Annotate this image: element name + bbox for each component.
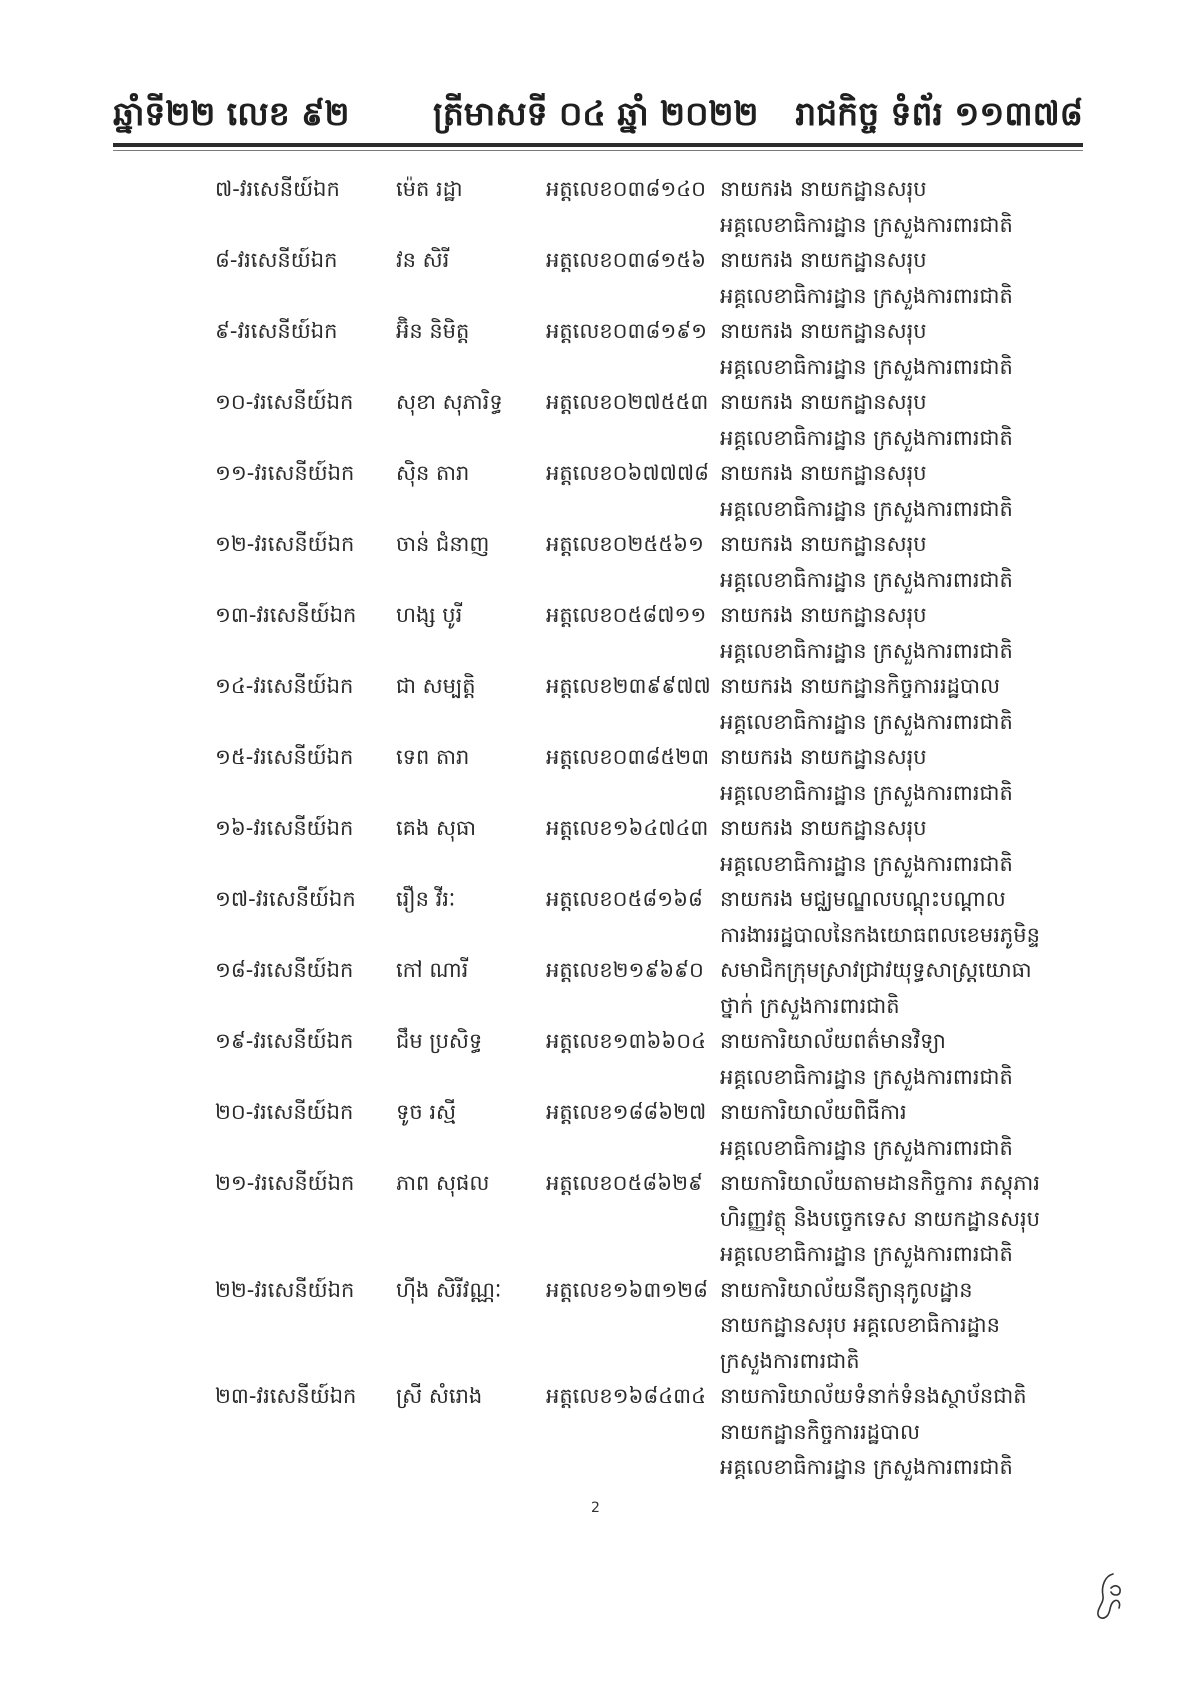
entry-position bbox=[720, 882, 1191, 953]
entry-position-line: នាយករង នាយកដ្ឋានសរុប bbox=[720, 248, 927, 272]
list-item bbox=[0, 314, 1191, 385]
entry-rank: ៩-វរសេនីយ៍ឯក bbox=[215, 319, 338, 343]
entry-position bbox=[720, 811, 1191, 882]
entry-position-line: នាយករង នាយកដ្ឋានសរុប bbox=[720, 177, 927, 201]
entry-position-line: ការងាររដ្ឋបាលនៃកងយោធពលខេមរភូមិន្ទ bbox=[720, 922, 1040, 947]
entry-id-number: អត្តលេខ០២៥៥៦១ bbox=[546, 532, 704, 556]
list-item bbox=[0, 527, 1191, 598]
entry-position-line: ក្រសួងការពារជាតិ bbox=[720, 1348, 860, 1373]
entry-position-line: នាយកដ្ឋានកិច្ចការរដ្ឋបាល bbox=[720, 1419, 920, 1444]
appointment-list bbox=[0, 172, 1191, 1486]
entry-rank: ១៧-វរសេនីយ៍ឯក bbox=[215, 887, 356, 911]
list-item bbox=[0, 456, 1191, 527]
entry-position-line: នាយការិយាល័យពិធីការ bbox=[720, 1100, 907, 1124]
entry-name: ហ៊ីង សិរីវណ្ណៈ bbox=[396, 1277, 502, 1302]
entry-position-line: នាយករង នាយកដ្ឋានសរុប bbox=[720, 319, 927, 343]
entry-id-number: អត្តលេខ១៦៣១២៨ bbox=[546, 1277, 709, 1302]
entry-rank: ១៩-វរសេនីយ៍ឯក bbox=[215, 1029, 354, 1053]
entry-position-line: នាយករង នាយកដ្ឋានសរុប bbox=[720, 816, 927, 840]
list-item bbox=[0, 953, 1191, 1024]
entry-rank: ២៣-វរសេនីយ៍ឯក bbox=[215, 1384, 357, 1408]
entry-position-line: នាយការិយាល័យនីត្យានុកូលដ្ឋាន bbox=[720, 1277, 973, 1302]
entry-position bbox=[720, 1379, 1191, 1486]
entry-id-number: អត្តលេខ០៣៨១៩១ bbox=[546, 319, 707, 343]
list-item bbox=[0, 740, 1191, 811]
entry-position-line: នាយករង នាយកដ្ឋានកិច្ចការរដ្ឋបាល bbox=[720, 674, 1000, 698]
entry-name: ជឹម ប្រសិទ្ធ bbox=[396, 1029, 483, 1053]
entry-rank: ៨-វរសេនីយ៍ឯក bbox=[215, 248, 338, 272]
entry-position-line: ថ្នាក់ ក្រសួងការពារជាតិ bbox=[720, 993, 900, 1018]
entry-id-number: អត្តលេខ០៣៨៥២៣ bbox=[546, 745, 710, 769]
entry-position-line: អគ្គលេខាធិការដ្ឋាន ក្រសួងការពារជាតិ bbox=[720, 1455, 1013, 1479]
entry-rank: ២០-វរសេនីយ៍ឯក bbox=[215, 1100, 354, 1124]
entry-name: ចាន់ ជំនាញ bbox=[396, 532, 490, 556]
entry-name: ទូច រស្មី bbox=[396, 1100, 456, 1124]
entry-position bbox=[720, 385, 1191, 456]
entry-id-number: អត្តលេខ១៦៤៧៤៣ bbox=[546, 816, 709, 840]
entry-id-number: អត្តលេខ០៥៨៦២៩ bbox=[546, 1171, 703, 1195]
entry-position-line: នាយករង នាយកដ្ឋានសរុប bbox=[720, 745, 927, 769]
list-item bbox=[0, 1024, 1191, 1095]
entry-name: ម៉េត រដ្ឋា bbox=[396, 177, 463, 201]
entry-name: អ៊ិន និមិត្ត bbox=[396, 319, 470, 343]
entry-position bbox=[720, 243, 1191, 314]
entry-rank: ១៥-វរសេនីយ៍ឯក bbox=[215, 745, 354, 769]
entry-rank: ១២-វរសេនីយ៍ឯក bbox=[215, 532, 355, 556]
list-item bbox=[0, 1379, 1191, 1486]
entry-id-number: អត្តលេខ០៣៨១៥៦ bbox=[546, 248, 706, 272]
entry-id-number: អត្តលេខ០៣៨១៤០ bbox=[546, 177, 706, 201]
entry-position-line: នាយការិយាល័យទំនាក់ទំនងស្ថាប័នជាតិ bbox=[720, 1384, 1027, 1408]
entry-id-number: អត្តលេខ២១៩៦៩០ bbox=[546, 958, 704, 982]
entry-id-number: អត្តលេខ១៦៨៤៣៤ bbox=[546, 1384, 706, 1408]
list-item bbox=[0, 1095, 1191, 1166]
entry-name: កៅ ណារី bbox=[396, 958, 469, 982]
entry-position bbox=[720, 669, 1191, 740]
entry-position bbox=[720, 1024, 1191, 1095]
entry-position bbox=[720, 1166, 1191, 1273]
gazette-page-label: រាជកិច្ច ទំព័រ ១១៣៧៨ bbox=[795, 94, 1083, 133]
entry-position bbox=[720, 1273, 1191, 1380]
entry-position-line: អគ្គលេខាធិការដ្ឋាន ក្រសួងការពារជាតិ bbox=[720, 354, 1013, 379]
entry-position-line: នាយករង នាយកដ្ឋានសរុប bbox=[720, 390, 927, 414]
list-item bbox=[0, 1273, 1191, 1380]
entry-position-line: អគ្គលេខាធិការដ្ឋាន ក្រសួងការពារជាតិ bbox=[720, 709, 1013, 734]
entry-position-line: ហិរញ្ញវត្ថុ និងបច្ចេកទេស នាយកដ្ឋានសរុប bbox=[720, 1206, 1040, 1231]
entry-rank: ១០-វរសេនីយ៍ឯក bbox=[215, 390, 354, 414]
list-item bbox=[0, 1166, 1191, 1273]
entry-position bbox=[720, 527, 1191, 598]
entry-name: ស៊ិន តារា bbox=[396, 461, 470, 485]
entry-name: រឿន វីរៈ bbox=[396, 887, 456, 911]
entry-position bbox=[720, 172, 1191, 243]
entry-position-line: នាយករង នាយកដ្ឋានសរុប bbox=[720, 532, 927, 556]
entry-position bbox=[720, 953, 1191, 1024]
entry-rank: ១៣-វរសេនីយ៍ឯក bbox=[215, 603, 357, 627]
list-item bbox=[0, 882, 1191, 953]
entry-name: ហង្ស បូរី bbox=[396, 603, 463, 627]
entry-id-number: អត្តលេខ០៥៨៧១១ bbox=[546, 603, 707, 627]
handwritten-initials-icon bbox=[1093, 1568, 1127, 1624]
entry-rank: ២២-វរសេនីយ៍ឯក bbox=[215, 1277, 355, 1302]
entry-position-line: អគ្គលេខាធិការដ្ឋាន ក្រសួងការពារជាតិ bbox=[720, 567, 1013, 592]
entry-position-line: អគ្គលេខាធិការដ្ឋាន ក្រសួងការពារជាតិ bbox=[720, 780, 1013, 805]
list-item bbox=[0, 811, 1191, 882]
page-number: 2 bbox=[591, 1500, 600, 1516]
entry-name: ទេព តារា bbox=[396, 745, 470, 769]
entry-id-number: អត្តលេខ១៨៨៦២៧ bbox=[546, 1100, 707, 1124]
list-item bbox=[0, 669, 1191, 740]
entry-position-line: អគ្គលេខាធិការដ្ឋាន ក្រសួងការពារជាតិ bbox=[720, 1242, 1013, 1266]
entry-name: ស្រី សំរោង bbox=[396, 1384, 483, 1408]
entry-position-line: នាយការិយាល័យតាមដានកិច្ចការ ភស្តុភារ bbox=[720, 1171, 1040, 1195]
entry-rank: ២១-វរសេនីយ៍ឯក bbox=[215, 1171, 355, 1195]
list-item bbox=[0, 172, 1191, 243]
issue-label: ឆ្នាំទី២២ លេខ ៩២ bbox=[113, 94, 350, 133]
entry-rank: ១៤-វរសេនីយ៍ឯក bbox=[215, 674, 354, 698]
entry-position-line: អគ្គលេខាធិការដ្ឋាន ក្រសួងការពារជាតិ bbox=[720, 1064, 1013, 1089]
entry-position-line: អគ្គលេខាធិការដ្ឋាន ក្រសួងការពារជាតិ bbox=[720, 283, 1013, 308]
entry-position bbox=[720, 456, 1191, 527]
entry-rank: ១៨-វរសេនីយ៍ឯក bbox=[215, 958, 354, 982]
entry-position-line: អគ្គលេខាធិការដ្ឋាន ក្រសួងការពារជាតិ bbox=[720, 212, 1013, 237]
entry-position-line: នាយករង មជ្ឈមណ្ឌលបណ្ដុះបណ្ដាល bbox=[720, 887, 1006, 911]
entry-position-line: នាយកដ្ឋានសរុប អគ្គលេខាធិការដ្ឋាន bbox=[720, 1313, 1000, 1337]
entry-name: គេង សុធា bbox=[396, 816, 476, 840]
entry-rank: ១១-វរសេនីយ៍ឯក bbox=[215, 461, 355, 485]
list-item bbox=[0, 385, 1191, 456]
entry-id-number: អត្តលេខ១៣៦៦០៤ bbox=[546, 1029, 706, 1053]
entry-name: ជា សម្បត្តិ bbox=[396, 674, 476, 698]
entry-rank: ១៦-វរសេនីយ៍ឯក bbox=[215, 816, 354, 840]
entry-id-number: អត្តលេខ០២៧៥៥៣ bbox=[546, 390, 709, 414]
entry-name: ភាព សុផល bbox=[396, 1171, 490, 1195]
list-item bbox=[0, 243, 1191, 314]
entry-position bbox=[720, 598, 1191, 669]
page-header bbox=[113, 88, 1083, 140]
entry-id-number: អត្តលេខ០៦៧៧៧៨ bbox=[546, 461, 709, 485]
entry-position-line: នាយការិយាល័យពត៌មានវិទ្យា bbox=[720, 1029, 946, 1053]
entry-position-line: សមាជិកក្រុមស្រាវជ្រាវយុទ្ធសាស្ត្រយោធា bbox=[720, 958, 1032, 982]
entry-position bbox=[720, 740, 1191, 811]
entry-position-line: អគ្គលេខាធិការដ្ឋាន ក្រសួងការពារជាតិ bbox=[720, 425, 1013, 450]
entry-position-line: អគ្គលេខាធិការដ្ឋាន ក្រសួងការពារជាតិ bbox=[720, 496, 1013, 521]
quarter-label: ត្រីមាសទី ០៤ ឆ្នាំ ២០២២ bbox=[433, 94, 759, 133]
header-rule-thick bbox=[113, 143, 1083, 147]
entry-rank: ៧-វរសេនីយ៍ឯក bbox=[215, 177, 340, 201]
entry-position-line: អគ្គលេខាធិការដ្ឋាន ក្រសួងការពារជាតិ bbox=[720, 851, 1013, 876]
entry-position bbox=[720, 314, 1191, 385]
entry-id-number: អត្តលេខ០៥៨១៦៨ bbox=[546, 887, 703, 911]
list-item bbox=[0, 598, 1191, 669]
entry-id-number: អត្តលេខ២៣៩៩៧៧ bbox=[546, 674, 711, 698]
header-rule-thin bbox=[113, 150, 1083, 151]
entry-position-line: អគ្គលេខាធិការដ្ឋាន ក្រសួងការពារជាតិ bbox=[720, 1135, 1013, 1160]
entry-position bbox=[720, 1095, 1191, 1166]
entry-position-line: នាយករង នាយកដ្ឋានសរុប bbox=[720, 461, 927, 485]
entry-name: វន សិរី bbox=[396, 248, 450, 272]
entry-position-line: នាយករង នាយកដ្ឋានសរុប bbox=[720, 603, 927, 627]
entry-name: សុខា សុភារិទ្ធ bbox=[396, 390, 503, 414]
entry-position-line: អគ្គលេខាធិការដ្ឋាន ក្រសួងការពារជាតិ bbox=[720, 638, 1013, 663]
